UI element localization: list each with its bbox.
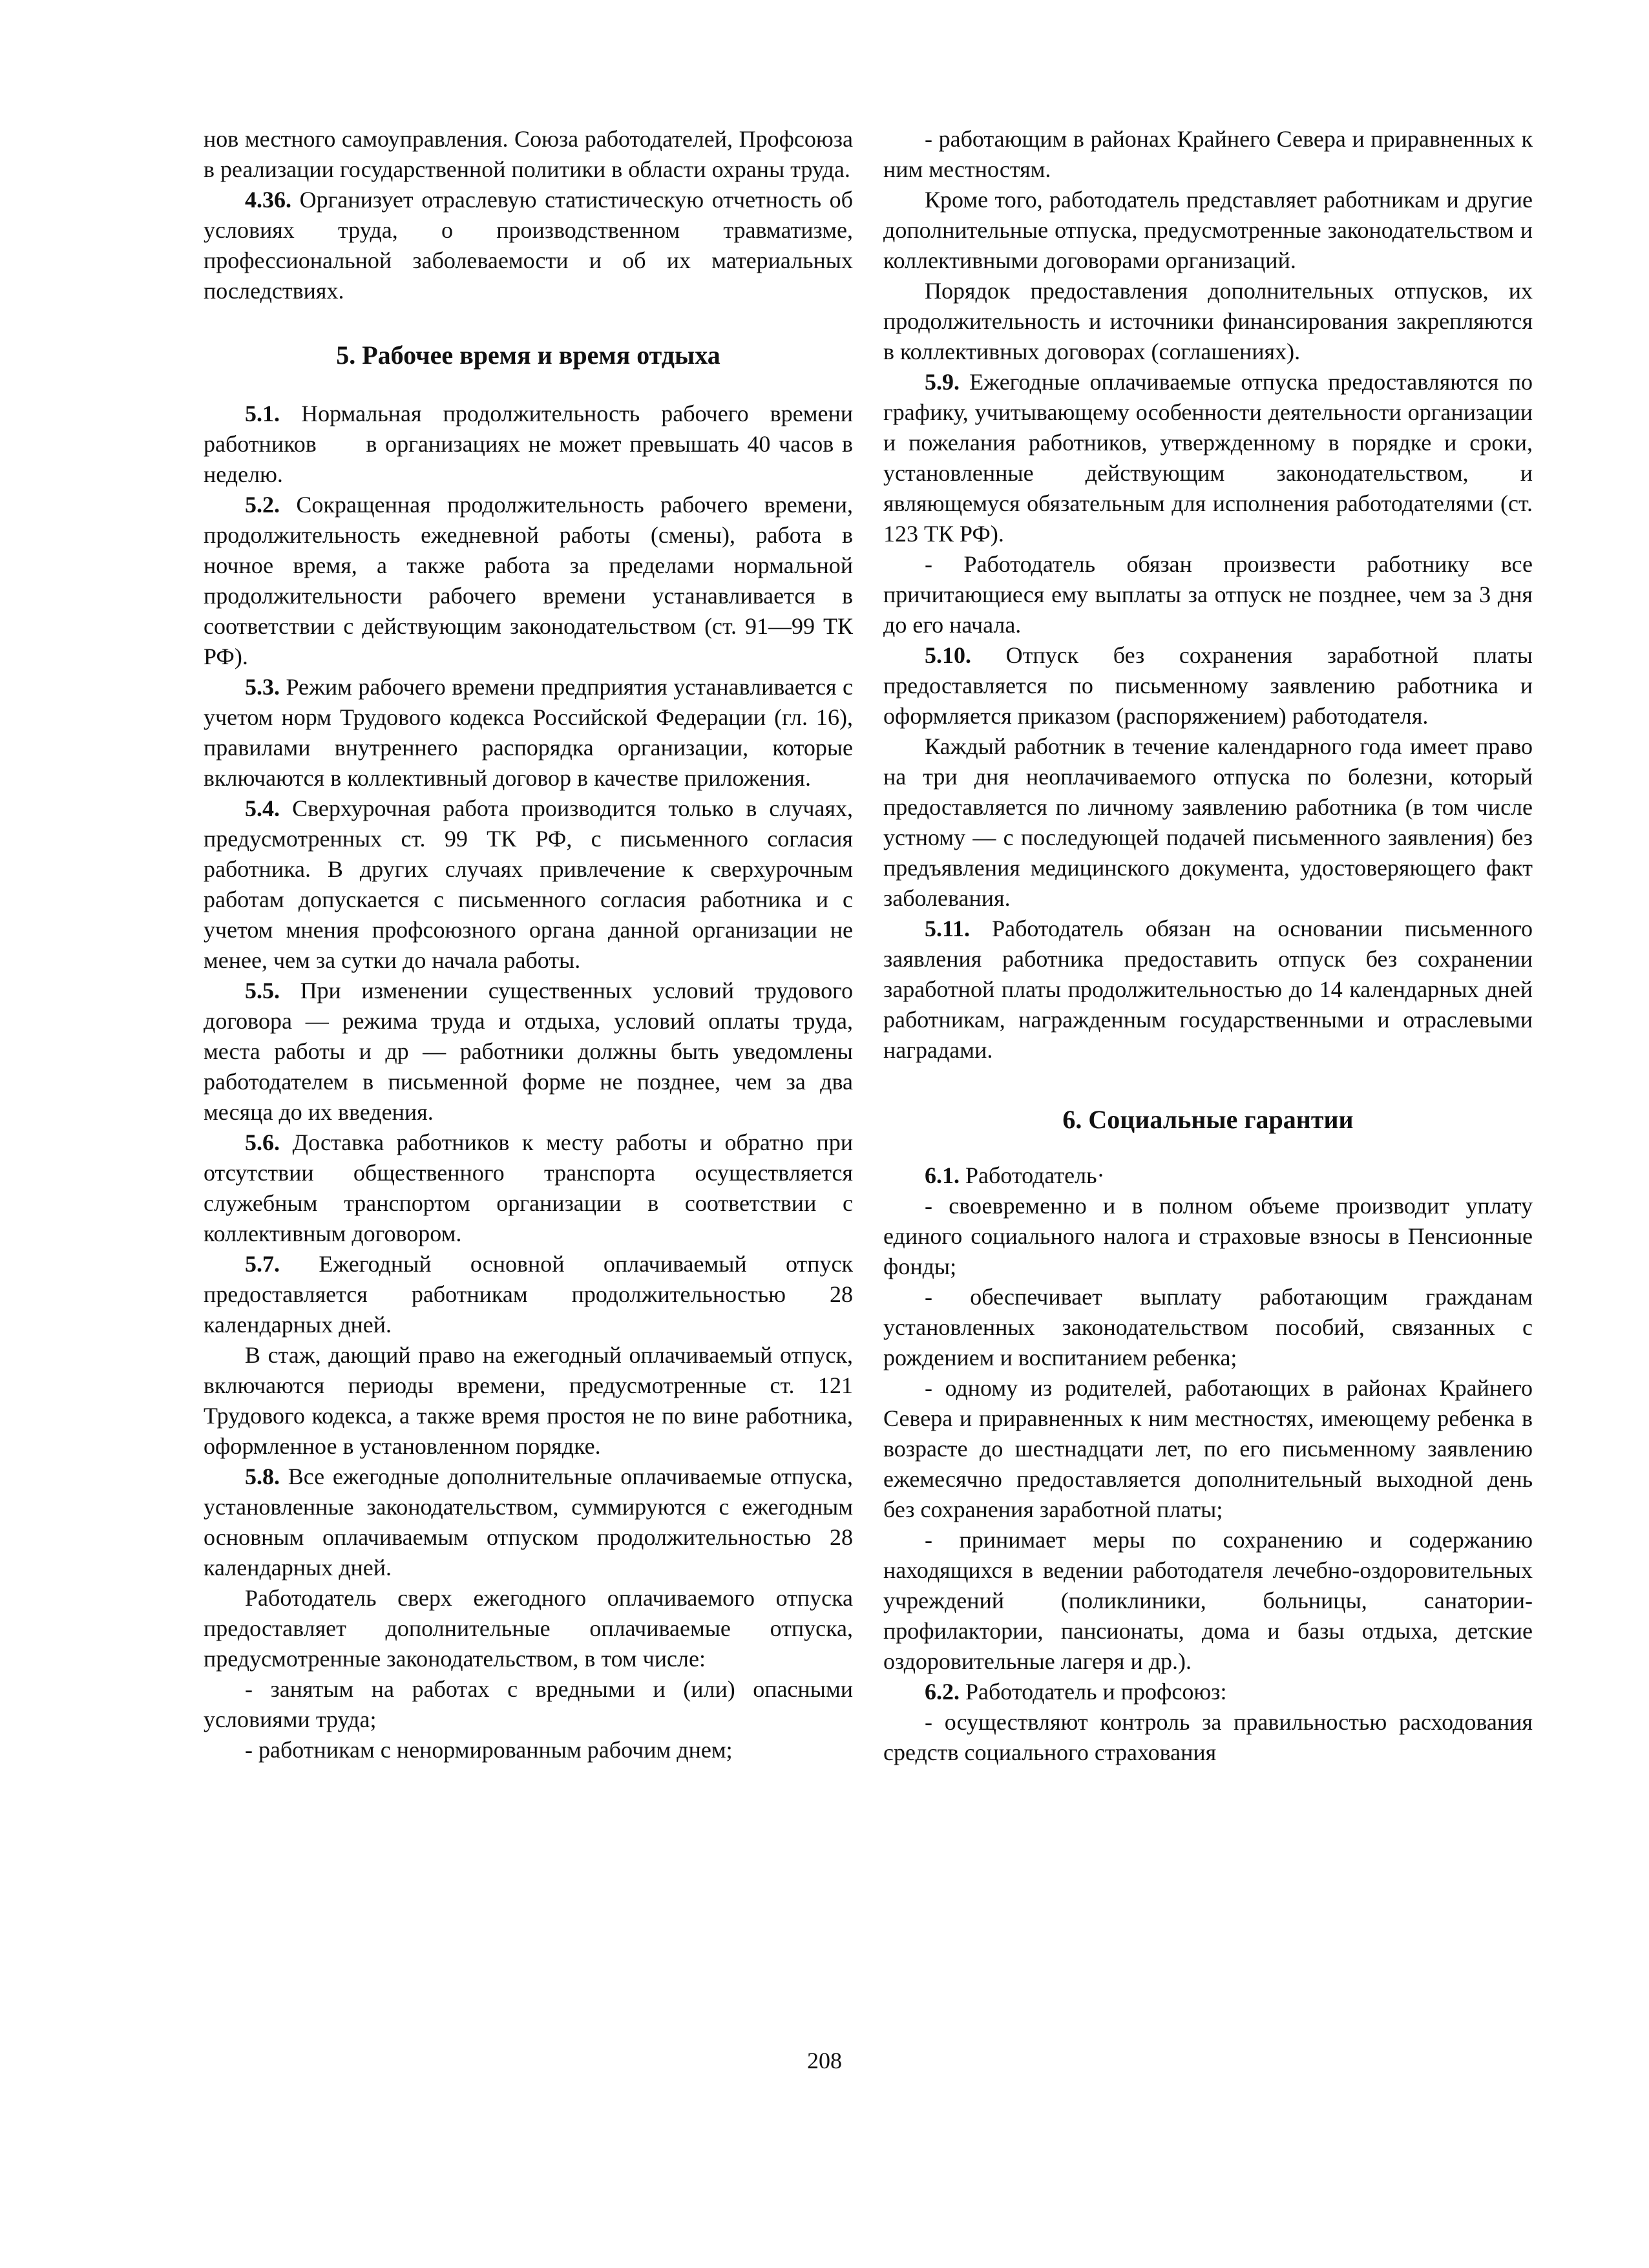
clause-text: При изменении существенных условий трудового договора — режима труда и отдыха, условий оплаты труда, места работы и др — работники должны быть уведомлены работодателем в письменной форме не позднее, чем за два месяца до их введения. bbox=[204, 978, 853, 1125]
clause-text: Работодатель· bbox=[960, 1162, 1105, 1188]
clause-text: Работодатель и профсоюз: bbox=[960, 1679, 1227, 1705]
clause-text: Сверхурочная работа производится только в случаях, предусмотренных ст. 99 ТК РФ, с письменного согласия работника. В других случаях привлечение к сверхурочным работам допускается с письменного согласия работника и с учетом мнения профсоюзного органа данной организации не менее, чем за сутки до начала работы. bbox=[204, 795, 853, 973]
left-column bbox=[204, 124, 859, 1765]
clause-number: 5.3. bbox=[245, 674, 280, 700]
list-item: - одному из родителей, работающих в районах Крайнего Севера и приравненных к ним местностях, имеющему ребенка в возрасте до шестнадцати лет, по его письменному заявлению ежемесячно предоставляется дополнительный выходной день без сохранения заработной платы; bbox=[883, 1375, 1533, 1522]
clause-number: 5.8. bbox=[245, 1464, 280, 1489]
list-item: - принимает меры по сохранению и содержанию находящихся в ведении работодателя лечебно-оздоровительных учреждений (поликлиники, больницы, санатории-профилактории, пансионаты, дома и базы отдыха, детские оздоровительные лагеря и др.). bbox=[883, 1527, 1533, 1674]
right-column bbox=[883, 124, 1533, 1768]
list-item: - занятым на работах с вредными и (или) опасными условиями труда; bbox=[204, 1676, 853, 1732]
paragraph: Работодатель сверх ежегодного оплачиваемого отпуска предоставляет дополнительные оплачиваемые отпуска, предусмотренные законодательством, в том числе: bbox=[204, 1585, 853, 1672]
clause-number: 6.1. bbox=[925, 1162, 960, 1188]
list-item: - своевременно и в полном объеме производит уплату единого социального налога и страховые взносы в Пенсионные фонды; bbox=[883, 1193, 1533, 1279]
clause-text: Нормальная продолжительность рабочего времени работников в организациях не может превышать 40 часов в неделю. bbox=[204, 401, 859, 487]
list-item: - работникам с ненормированным рабочим днем; bbox=[245, 1737, 733, 1763]
clause-number: 5.5. bbox=[245, 978, 280, 1003]
section-heading: 5. Рабочее время и время отдыха bbox=[336, 341, 720, 370]
paragraph bbox=[883, 640, 1533, 731]
clause-number: 5.9. bbox=[925, 369, 960, 395]
paragraph bbox=[204, 672, 853, 793]
paragraph: нов местного самоуправления. Союза работодателей, Профсоюза в реализации государственной политики в области охраны труда. bbox=[204, 126, 853, 182]
clause-text: Работодатель обязан на основании письменного заявления работника предоставить отпуск без сохранении заработной платы продолжительностью до 14 календарных дней работникам, награжденным государственными и отраслевыми наградами. bbox=[883, 916, 1533, 1063]
clause-text: Все ежегодные дополнительные оплачиваемые отпуска, установленные законодательством, суммируются с ежегодным основным оплачиваемым отпуском продолжительностью 28 календарных дней. bbox=[204, 1464, 853, 1580]
paragraph bbox=[883, 914, 1533, 1066]
clause-text: Отпуск без сохранения заработной платы предоставляется по письменному заявлению работника и оформляется приказом (распоряжением) работодателя. bbox=[883, 642, 1533, 729]
clause-number: 5.2. bbox=[245, 492, 280, 518]
list-item: - Работодатель обязан произвести работнику все причитающиеся ему выплаты за отпуск не позднее, чем за 3 дня до его начала. bbox=[883, 551, 1533, 638]
paragraph: Порядок предоставления дополнительных отпусков, их продолжительность и источники финансирования закрепляются в коллективных договорах (соглашениях). bbox=[883, 278, 1533, 364]
clause-number: 5.1. bbox=[245, 401, 280, 426]
page-number: 208 bbox=[807, 2048, 842, 2074]
list-item: - работающим в районах Крайнего Севера и приравненных к ним местностям. bbox=[883, 126, 1533, 182]
paragraph bbox=[204, 793, 853, 976]
clause-number: 5.7. bbox=[245, 1251, 280, 1277]
clause-number: 4.36. bbox=[245, 187, 291, 213]
clause-text: Ежегодный основной оплачиваемый отпуск предоставляется работникам продолжительностью 28 календарных дней. bbox=[204, 1251, 853, 1338]
clause-text: Доставка работников к месту работы и обратно при отсутствии общественного транспорта осуществляется служебным транспортом организации в соответствии с коллективным договором. bbox=[204, 1129, 853, 1246]
paragraph bbox=[204, 490, 853, 672]
paragraph: Кроме того, работодатель представляет работникам и другие дополнительные отпуска, предусмотренные законодательством и коллективными договорами организаций. bbox=[883, 187, 1533, 273]
clause-text: Ежегодные оплачиваемые отпуска предоставляются по графику, учитывающему особенности деятельности организации и пожелания работников, утвержденному в порядке и сроки, установленные действующим законодательством, и являющемуся обязательным для исполнения работодателями (ст. 123 ТК РФ). bbox=[883, 369, 1533, 547]
clause-text: Организует отраслевую статистическую отчетность об условиях труда, о производственном травматизме, профессиональной заболеваемости и об их материальных последствиях. bbox=[204, 187, 853, 304]
clause-text: Сокращенная продолжительность рабочего времени, продолжительность ежедневной работы (смены), работа в ночное время, а также работа за пределами нормальной продолжительности рабочего времени устанавливается в соответствии с действующим законодательством (ст. 91—99 ТК РФ). bbox=[204, 492, 853, 669]
paragraph bbox=[204, 1462, 853, 1583]
list-item: - обеспечивает выплату работающим гражданам установленных законодательством пособий, связанных с рождением и воспитанием ребенка; bbox=[883, 1284, 1533, 1370]
paragraph bbox=[883, 1677, 1533, 1707]
paragraph: Каждый работник в течение календарного года имеет право на три дня неоплачиваемого отпуска по болезни, который предоставляется по личному заявлению работника (в том числе устному — с последующей подачей письменного заявления) без предъявления медицинского документа, удостоверяющего факт заболевания. bbox=[883, 733, 1533, 911]
section-heading: 6. Социальные гарантии bbox=[1062, 1105, 1354, 1134]
clause-number: 6.2. bbox=[925, 1679, 960, 1705]
paragraph bbox=[883, 367, 1533, 549]
paragraph bbox=[204, 1249, 853, 1340]
clause-text: Режим рабочего времени предприятия устанавливается с учетом норм Трудового кодекса Российской Федерации (гл. 16), правилами внутреннего распорядка организации, которые включаются в коллективный договор в качестве приложения. bbox=[204, 674, 853, 791]
clause-number: 5.10. bbox=[925, 642, 971, 668]
clause-number: 5.4. bbox=[245, 795, 280, 821]
paragraph bbox=[204, 185, 853, 306]
paragraph bbox=[204, 976, 853, 1128]
list-item: - осуществляют контроль за правильностью расходования средств социального страхования bbox=[883, 1709, 1533, 1765]
clause-number: 5.11. bbox=[925, 916, 971, 941]
paragraph bbox=[204, 1128, 853, 1249]
paragraph bbox=[883, 1160, 1533, 1191]
clause-number: 5.6. bbox=[245, 1129, 280, 1155]
paragraph bbox=[204, 399, 859, 490]
paragraph: В стаж, дающий право на ежегодный оплачиваемый отпуск, включаются периоды времени, предусмотренные ст. 121 Трудового кодекса, а также время простоя не по вине работника, оформленное в установленном порядке. bbox=[204, 1342, 853, 1459]
